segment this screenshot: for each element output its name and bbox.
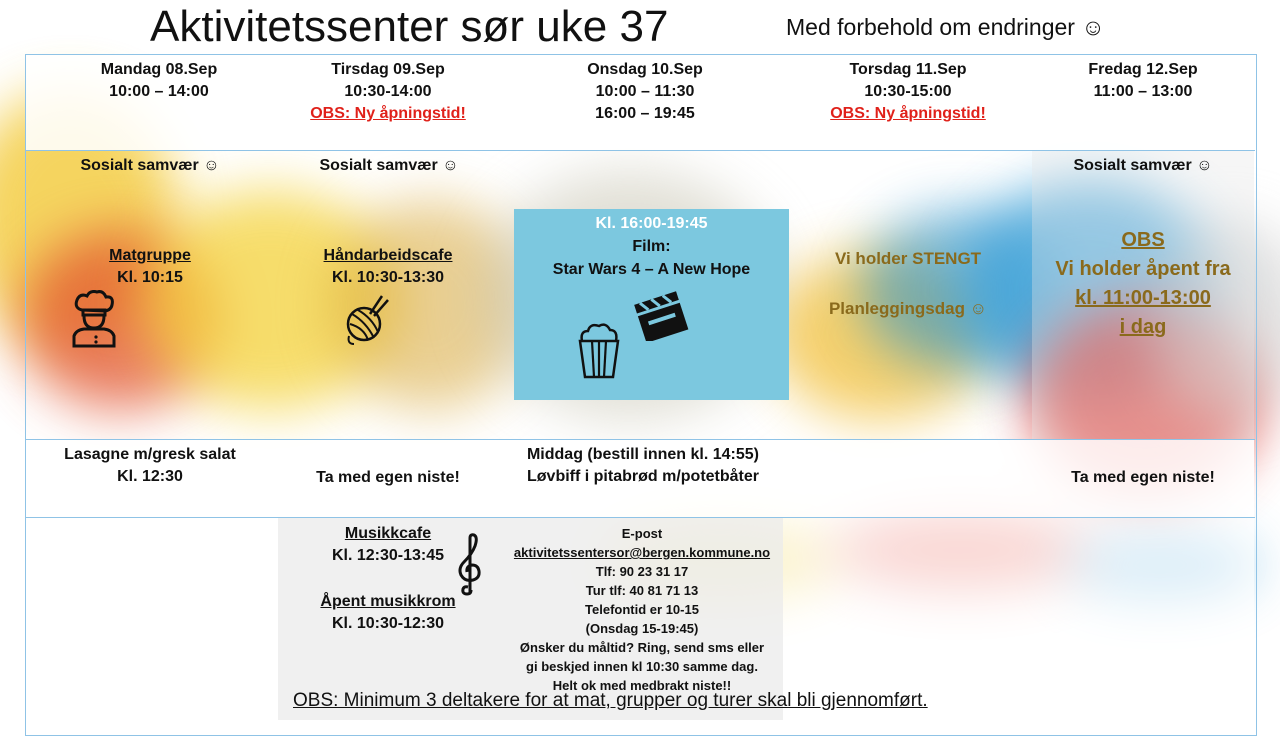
day-header-friday: Fredag 12.Sep 11:00 – 13:00	[1088, 61, 1198, 100]
popcorn-icon	[576, 323, 622, 379]
friday-notice: OBS Vi holder åpent fra kl. 11:00-13:00 i dag	[1055, 229, 1231, 338]
chef-icon	[70, 290, 118, 348]
day-header-wednesday: Onsdag 10.Sep 10:00 – 11:30 16:00 – 19:45	[587, 61, 703, 122]
day-header-tuesday: Tirsdag 09.Sep 10:30-14:00 OBS: Ny åpningstid!	[310, 61, 466, 122]
activity-monday: Matgruppe Kl. 10:15	[109, 247, 191, 286]
social-monday: Sosialt samvær ☺	[80, 157, 220, 174]
divider	[25, 517, 1255, 518]
film-box	[514, 209, 789, 400]
divider	[25, 150, 1255, 151]
music-room: Åpent musikkrom Kl. 10:30-12:30	[320, 593, 456, 632]
social-friday: Sosialt samvær ☺	[1073, 157, 1213, 174]
film-label: Film:	[632, 238, 671, 255]
film-title: Star Wars 4 – A New Hope	[552, 261, 751, 278]
day-header-monday: Mandag 08.Sep 10:00 – 14:00	[100, 61, 218, 100]
page-subtitle: Med forbehold om endringer ☺	[786, 14, 1105, 40]
social-tuesday: Sosialt samvær ☺	[319, 157, 459, 174]
divider	[25, 439, 1255, 440]
yarn-icon	[344, 292, 390, 346]
meal-friday: Ta med egen niste!	[1071, 469, 1215, 486]
film-time: Kl. 16:00-19:45	[595, 215, 708, 232]
email-link[interactable]: aktivitetssentersor@bergen.kommune.no	[513, 545, 771, 560]
music-cafe: Musikkcafe Kl. 12:30-13:45	[331, 525, 445, 564]
day-header-thursday: Torsdag 11.Sep 10:30-15:00 OBS: Ny åpningstid!	[830, 61, 986, 122]
clapperboard-icon	[632, 285, 690, 341]
meal-tuesday: Ta med egen niste!	[316, 469, 460, 486]
treble-clef-icon	[456, 532, 484, 596]
contact-info: E-post aktivitetssentersor@bergen.kommune.no Tlf: 90 23 31 17 Tur tlf: 40 81 71 13 Telefontid er 10-15 (Onsdag 15-19:45) Ønsker du måltid? Ring, send sms eller gi beskjed innen kl 10:30 samme dag. Helt ok med medbrakt niste!!	[503, 524, 781, 695]
thursday-planning-day: Planleggingsdag ☺	[828, 299, 988, 318]
activity-tuesday: Håndarbeidscafe Kl. 10:30-13:30	[323, 247, 453, 286]
thursday-closed: Vi holder STENGT	[834, 249, 982, 268]
meal-monday: Lasagne m/gresk salat Kl. 12:30	[64, 446, 236, 485]
page-title: Aktivitetssenter sør uke 37	[150, 2, 669, 51]
meal-wednesday: Middag (bestill innen kl. 14:55) Løvbiff i pitabrød m/potetbåter	[526, 446, 760, 485]
footer-notice: OBS: Minimum 3 deltakere for at mat, grupper og turer skal bli gjennomført.	[293, 690, 928, 711]
